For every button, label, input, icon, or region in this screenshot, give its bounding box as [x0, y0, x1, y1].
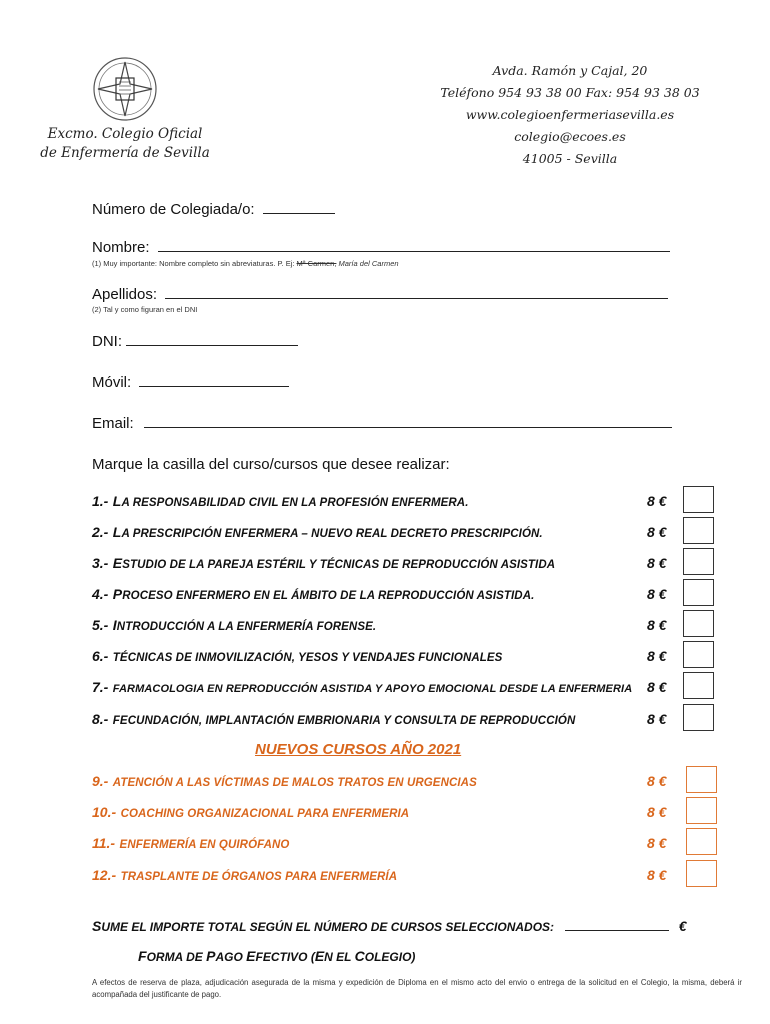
course-checkbox[interactable]: [686, 860, 717, 887]
course-price: 8 €: [647, 524, 667, 540]
total-currency: €: [678, 918, 687, 934]
nombre-note: [92, 259, 399, 268]
course-title-rest: STUDIO DE LA PAREJA ESTÉRIL Y TÉCNICAS DE REPRODUCCIÓN ASISTIDA: [122, 559, 556, 571]
pay-c1: F: [138, 948, 147, 964]
course-price: 8 €: [647, 867, 667, 883]
nombre-note-struck: Mª Carmen,: [296, 259, 337, 268]
pay-c3: E: [246, 948, 256, 964]
course-title: [112, 493, 469, 509]
pay-r3: FECTIVO (: [255, 950, 315, 964]
course-price: 8 €: [647, 679, 667, 695]
course-number: 5.-: [92, 617, 109, 633]
nombre-note-text: (1) Muy importante: Nombre completo sin abreviaturas. P. Ej:: [92, 259, 295, 268]
total-line: [92, 918, 687, 934]
course-number: 10.-: [92, 804, 117, 820]
colegiado-blank[interactable]: [263, 200, 335, 214]
colegiado-field[interactable]: [92, 200, 335, 218]
org-line-1: Excmo. Colegio Oficial: [47, 126, 203, 142]
course-checkbox[interactable]: [683, 486, 714, 513]
pay-c2: P: [206, 948, 216, 964]
pay-r1: ORMA DE: [146, 950, 207, 964]
course-number: 4.-: [92, 586, 109, 602]
course-title-rest: NTRODUCCIÓN A LA ENFERMERÍA FORENSE.: [116, 621, 377, 633]
course-number: 6.-: [92, 648, 109, 664]
total-cap: S: [92, 918, 102, 934]
course-title-rest: A RESPONSABILIDAD CIVIL EN LA PROFESIÓN ENFERMERA.: [121, 497, 469, 509]
college-crest-icon: [92, 56, 158, 122]
pay-c4: E: [314, 948, 325, 964]
contact-block: [410, 60, 730, 170]
course-number: 1.-: [92, 493, 109, 509]
course-title-cap: L: [112, 524, 122, 540]
course-instruction: Marque la casilla del curso/cursos que desee realizar:: [92, 456, 450, 473]
new-courses-title: NUEVOS CURSOS AÑO 2021: [255, 741, 462, 758]
organization-name: [30, 125, 220, 163]
movil-blank[interactable]: [139, 373, 289, 387]
movil-label: Móvil:: [92, 374, 132, 391]
phone-fax: Teléfono 954 93 38 00 Fax: 954 93 38 03: [440, 85, 700, 100]
nombre-blank[interactable]: [158, 238, 670, 252]
apellidos-blank[interactable]: [165, 285, 668, 299]
course-title: [113, 683, 632, 695]
nombre-label: Nombre:: [92, 239, 150, 256]
total-text: UME EL IMPORTE TOTAL SEGÚN EL NÚMERO DE CURSOS SELECCIONADOS:: [101, 920, 555, 934]
email-blank[interactable]: [144, 414, 672, 428]
city: 41005 - Sevilla: [522, 151, 618, 166]
course-row: [92, 555, 722, 583]
course-title-rest: TÉCNICAS DE INMOVILIZACIÓN, YESOS Y VENDAJES FUNCIONALES: [112, 652, 503, 664]
pay-r4: N EL: [324, 950, 355, 964]
org-line-2: de Enfermería de Sevilla: [40, 145, 210, 161]
course-checkbox[interactable]: [683, 610, 714, 637]
course-price: 8 €: [647, 711, 667, 727]
course-price: 8 €: [647, 804, 667, 820]
course-checkbox[interactable]: [683, 517, 714, 544]
course-title-rest: ROCESO ENFERMERO EN EL ÁMBITO DE LA REPRODUCCIÓN ASISTIDA.: [122, 590, 535, 602]
course-price: 8 €: [647, 493, 667, 509]
course-checkbox[interactable]: [686, 797, 717, 824]
apellidos-note: (2) Tal y como figuran en el DNI: [92, 305, 198, 314]
dni-label: DNI:: [92, 333, 122, 350]
course-title: COACHING ORGANIZACIONAL PARA ENFERMERIA: [120, 808, 410, 820]
apellidos-label: Apellidos:: [92, 286, 158, 303]
course-checkbox[interactable]: [686, 828, 717, 855]
movil-field[interactable]: [92, 373, 289, 391]
course-title: [113, 652, 503, 664]
course-row: [92, 524, 722, 552]
website: www.colegioenfermeriasevilla.es: [465, 107, 675, 122]
course-price: 8 €: [647, 617, 667, 633]
course-title-cap: E: [112, 555, 123, 571]
course-price: 8 €: [647, 555, 667, 571]
course-number: 8.-: [92, 711, 109, 727]
pay-c5: C: [354, 948, 365, 964]
new-course-row: [92, 804, 722, 832]
course-number: 3.-: [92, 555, 109, 571]
course-checkbox[interactable]: [683, 548, 714, 575]
email-field[interactable]: [92, 414, 672, 432]
course-title: ENFERMERÍA EN QUIRÓFANO: [119, 839, 290, 851]
course-price: 8 €: [647, 835, 667, 851]
pay-r2: AGO: [215, 950, 247, 964]
course-title: ATENCIÓN A LAS VÍCTIMAS DE MALOS TRATOS EN URGENCIAS: [112, 777, 477, 789]
course-title: [112, 617, 377, 633]
footer-note: A efectos de reserva de plaza, adjudicación asegurada de la misma y expedición de Diploma en el mismo acto del envio o entrega de la solicitud en el Colegio, la misma, deberá ir acompañada del justificante de pago.: [92, 978, 742, 999]
course-title-cap: L: [112, 493, 122, 509]
course-title: TRASPLANTE DE ÓRGANOS PARA ENFERMERÍA: [120, 871, 398, 883]
new-course-row: [92, 867, 722, 895]
course-number: 2.-: [92, 524, 109, 540]
pay-r5: OLEGIO): [364, 950, 416, 964]
dni-field[interactable]: [92, 332, 298, 350]
course-row: [92, 648, 722, 676]
course-number: 11.-: [92, 835, 116, 851]
course-number: 9.-: [92, 773, 109, 789]
nombre-field[interactable]: [92, 238, 670, 256]
course-title: [112, 524, 543, 540]
new-course-row: [92, 773, 722, 801]
course-row: [92, 679, 722, 707]
course-title: [112, 586, 535, 602]
course-row: [92, 586, 722, 614]
total-blank[interactable]: [565, 919, 669, 931]
new-course-row: [92, 835, 722, 863]
course-title-rest: FECUNDACIÓN, IMPLANTACIÓN EMBRIONARIA Y CONSULTA DE REPRODUCCIÓN: [112, 715, 576, 727]
course-title: [112, 555, 556, 571]
course-row: [92, 617, 722, 645]
email-label: Email:: [92, 415, 134, 432]
course-row: [92, 711, 722, 739]
course-checkbox[interactable]: [683, 672, 714, 699]
colegiado-label: Número de Colegiada/o:: [92, 201, 255, 218]
dni-blank[interactable]: [126, 332, 298, 346]
course-number: 7.-: [92, 679, 109, 695]
apellidos-field[interactable]: [92, 285, 668, 303]
course-title-rest: A PRESCRIPCIÓN ENFERMERA – NUEVO REAL DECRETO PRESCRIPCIÓN.: [121, 528, 543, 540]
nombre-note-example: María del Carmen: [338, 259, 399, 268]
course-number: 12.-: [92, 867, 117, 883]
course-row: [92, 493, 722, 521]
address: Avda. Ramón y Cajal, 20: [492, 63, 648, 78]
course-checkbox[interactable]: [686, 766, 717, 793]
course-checkbox[interactable]: [683, 704, 714, 731]
course-price: 8 €: [647, 773, 667, 789]
course-price: 8 €: [647, 586, 667, 602]
course-title-rest: FARMACOLOGIA EN REPRODUCCIÓN ASISTIDA Y APOYO EMOCIONAL DESDE LA ENFERMERIA: [112, 683, 633, 695]
course-title-cap: I: [112, 617, 117, 633]
payment-method: [138, 948, 415, 964]
course-title: [113, 715, 576, 727]
course-checkbox[interactable]: [683, 641, 714, 668]
email: colegio@ecoes.es: [514, 129, 626, 144]
course-price: 8 €: [647, 648, 667, 664]
course-checkbox[interactable]: [683, 579, 714, 606]
course-title-cap: P: [112, 586, 123, 602]
